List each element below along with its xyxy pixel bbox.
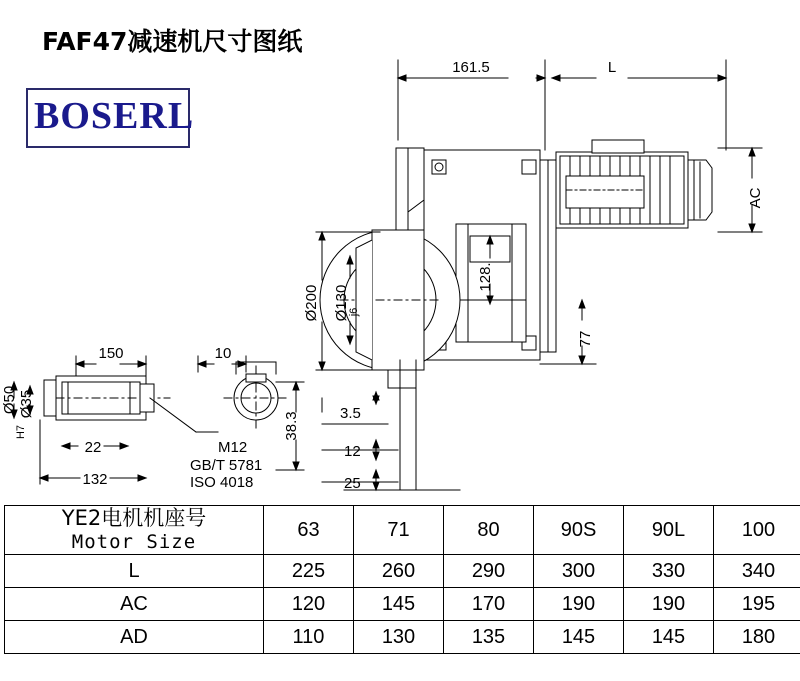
table-cell: 190 [624, 588, 714, 621]
table-cell: 195 [714, 588, 800, 621]
dim-AC: AC [747, 187, 764, 209]
note-standard-iso: ISO 4018 [190, 474, 254, 491]
table-cell: 130 [354, 621, 444, 654]
logo-text: BOSERL [34, 95, 195, 137]
row-label: AC [5, 588, 264, 621]
row-label: L [5, 555, 264, 588]
table-header-label-en: Motor Size [71, 531, 197, 553]
table-cell: 330 [624, 555, 714, 588]
table-row [5, 555, 800, 588]
table-cell: 260 [354, 555, 444, 588]
dim-38-3: 38.3 [283, 411, 300, 441]
dim-35: Ø35 [18, 389, 35, 419]
table-header-value: 100 [714, 506, 800, 555]
table-header-value: 90L [624, 506, 714, 555]
note-standard-gb: GB/T 5781 [190, 457, 263, 474]
dim-200: Ø200 [303, 284, 320, 322]
dim-35-tol: H7 [15, 424, 27, 440]
table-row [5, 621, 800, 654]
dim-L: L [607, 59, 617, 76]
page-title: FAF47减速机尺寸图纸 [42, 27, 303, 56]
table-cell: 170 [444, 588, 534, 621]
row-label: AD [5, 621, 264, 654]
dim-128: 128. [477, 262, 494, 292]
dim-150: 150 [98, 345, 124, 362]
table-row [5, 588, 800, 621]
table-cell: 145 [624, 621, 714, 654]
table-cell: 225 [264, 555, 354, 588]
table-cell: 120 [264, 588, 354, 621]
table-header-value: 90S [534, 506, 624, 555]
dim-22: 22 [84, 439, 102, 456]
dim-130-tol: j6 [348, 307, 360, 317]
dim-161-5: 161.5 [452, 59, 490, 76]
table-cell: 180 [714, 621, 800, 654]
table-header-value: 80 [444, 506, 534, 555]
motor-size-table [4, 505, 800, 654]
note-bolt-size: M12 [218, 439, 248, 456]
table-header-row [5, 506, 800, 555]
dim-3-5: 3.5 [340, 405, 361, 422]
dim-12: 12 [344, 443, 361, 460]
dim-10: 10 [214, 345, 232, 362]
table-cell: 110 [264, 621, 354, 654]
table-cell: 340 [714, 555, 800, 588]
table-cell: 145 [354, 588, 444, 621]
table-cell: 190 [534, 588, 624, 621]
table-cell: 300 [534, 555, 624, 588]
table-cell: 290 [444, 555, 534, 588]
table-header-value: 71 [354, 506, 444, 555]
dim-132: 132 [82, 471, 108, 488]
table-cell: 135 [444, 621, 534, 654]
table-header-label-cn: YE2电机机座号 [61, 506, 207, 530]
dim-130: Ø130 [333, 284, 350, 322]
table-cell: 145 [534, 621, 624, 654]
dim-50: Ø50 [1, 385, 18, 415]
dim-25: 25 [344, 475, 361, 492]
table-header-label [5, 506, 264, 555]
table-header-value: 63 [264, 506, 354, 555]
dim-77: 77 [577, 330, 594, 348]
